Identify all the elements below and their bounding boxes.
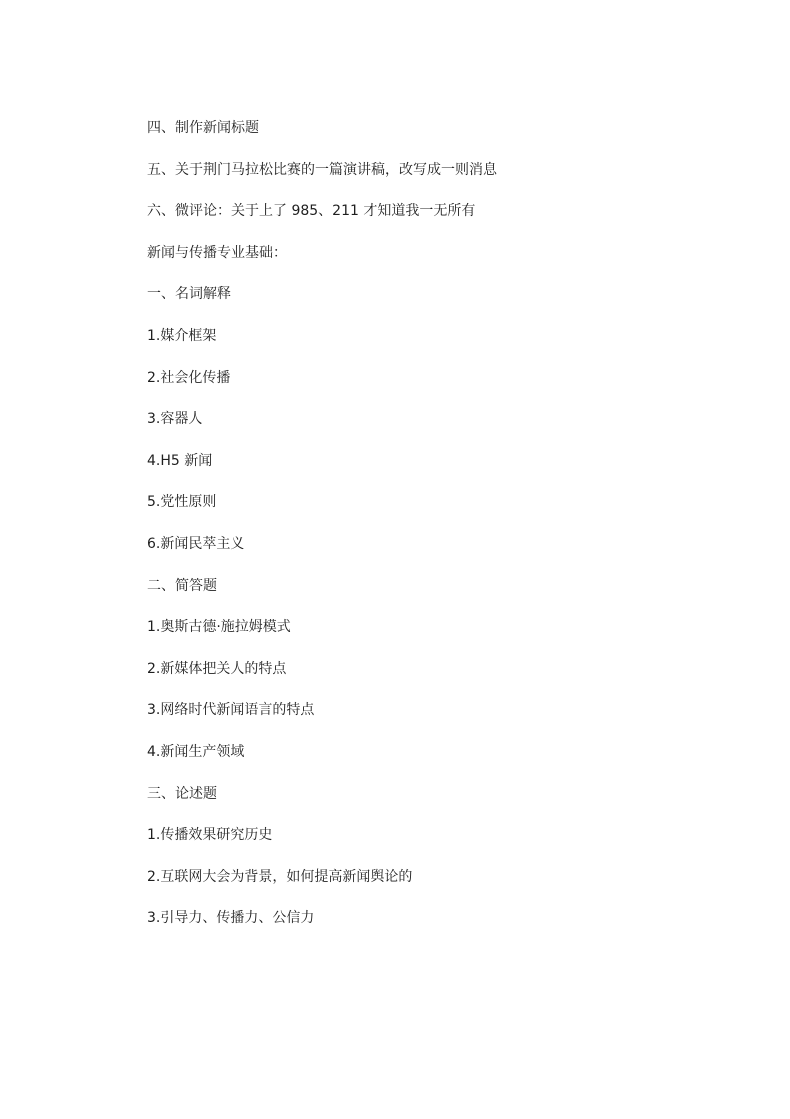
list-item: 6.新闻民萃主义 (147, 535, 245, 552)
section-heading-1: 一、名词解释 (147, 286, 231, 303)
list-item: 1.奥斯古德·施拉姆模式 (147, 619, 291, 636)
list-item: 2.互联网大会为背景，如何提高新闻舆论的 (147, 868, 413, 885)
section-heading-5: 五、关于荆门马拉松比赛的一篇演讲稿，改写成一则消息 (147, 161, 497, 178)
document-body (147, 118, 707, 950)
list-item: 5.党性原则 (147, 494, 217, 511)
list-item: 3.引导力、传播力、公信力 (147, 910, 315, 927)
section-heading-4: 四、制作新闻标题 (147, 120, 259, 136)
list-item: 3.网络时代新闻语言的特点 (147, 702, 315, 719)
list-item: 1.媒介框架 (147, 327, 217, 344)
list-item: 3.容器人 (147, 411, 203, 428)
list-item: 2.新媒体把关人的特点 (147, 660, 287, 677)
list-item: 1.传播效果研究历史 (147, 827, 273, 844)
list-item: 2.社会化传播 (147, 369, 231, 386)
subject-heading: 新闻与传播专业基础： (147, 244, 287, 261)
section-heading-6: 六、微评论：关于上了 985、211 才知道我一无所有 (147, 203, 476, 220)
section-heading-3: 三、论述题 (147, 785, 217, 802)
list-item: 4.H5 新闻 (147, 452, 213, 469)
list-item: 4.新闻生产领域 (147, 743, 245, 760)
section-heading-2: 二、简答题 (147, 577, 217, 594)
